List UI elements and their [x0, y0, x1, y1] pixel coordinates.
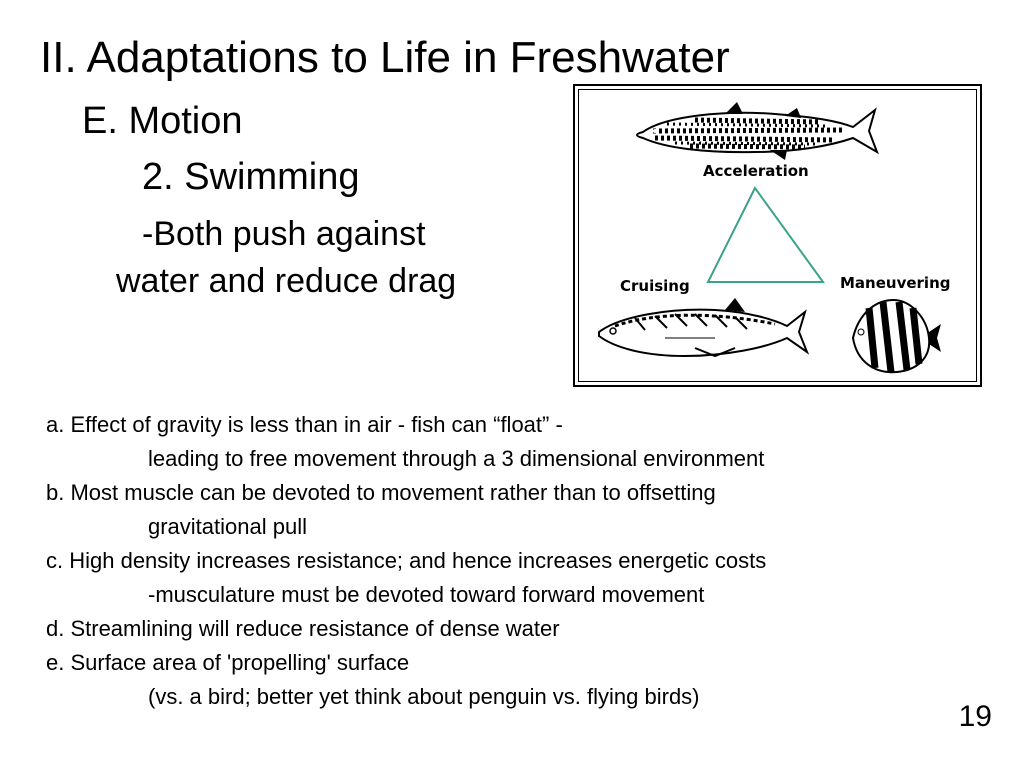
point-a-continued: leading to free movement through a 3 dimensional environment [148, 446, 765, 471]
point-b-continued: gravitational pull [148, 514, 307, 539]
point-e: e. Surface area of 'propelling' surface [46, 650, 410, 675]
bullet-points [46, 408, 766, 714]
slide-title: II. Adaptations to Life in Freshwater [40, 33, 730, 82]
mackerel-fish-icon [599, 298, 807, 356]
label-acceleration: Acceleration [703, 162, 809, 180]
point-a: a. Effect of gravity is less than in air - fish can “float” - [46, 412, 563, 437]
angelfish-icon [853, 300, 941, 372]
page-number: 19 [958, 700, 992, 733]
point-e-continued: (vs. a bird; better yet think about penguin vs. flying birds) [148, 684, 700, 709]
subheading-swimming: 2. Swimming [142, 156, 360, 198]
label-cruising: Cruising [620, 277, 690, 295]
swimming-modes-figure [573, 84, 982, 387]
subheading-motion: E. Motion [82, 100, 243, 142]
point-b: b. Most muscle can be devoted to movement rather than to offsetting [46, 480, 716, 505]
subheading-push-line2: water and reduce drag [116, 262, 457, 300]
swimming-triangle [708, 188, 823, 282]
label-maneuvering: Maneuvering [840, 274, 951, 292]
figure-drawing [575, 86, 980, 385]
point-c: c. High density increases resistance; and hence increases energetic costs [46, 548, 767, 573]
point-d: d. Streamlining will reduce resistance of dense water [46, 616, 560, 641]
pike-fish-icon [637, 102, 877, 160]
point-c-continued: -musculature must be devoted toward forward movement [148, 582, 705, 607]
subheading-push-line1: -Both push against [142, 215, 426, 253]
